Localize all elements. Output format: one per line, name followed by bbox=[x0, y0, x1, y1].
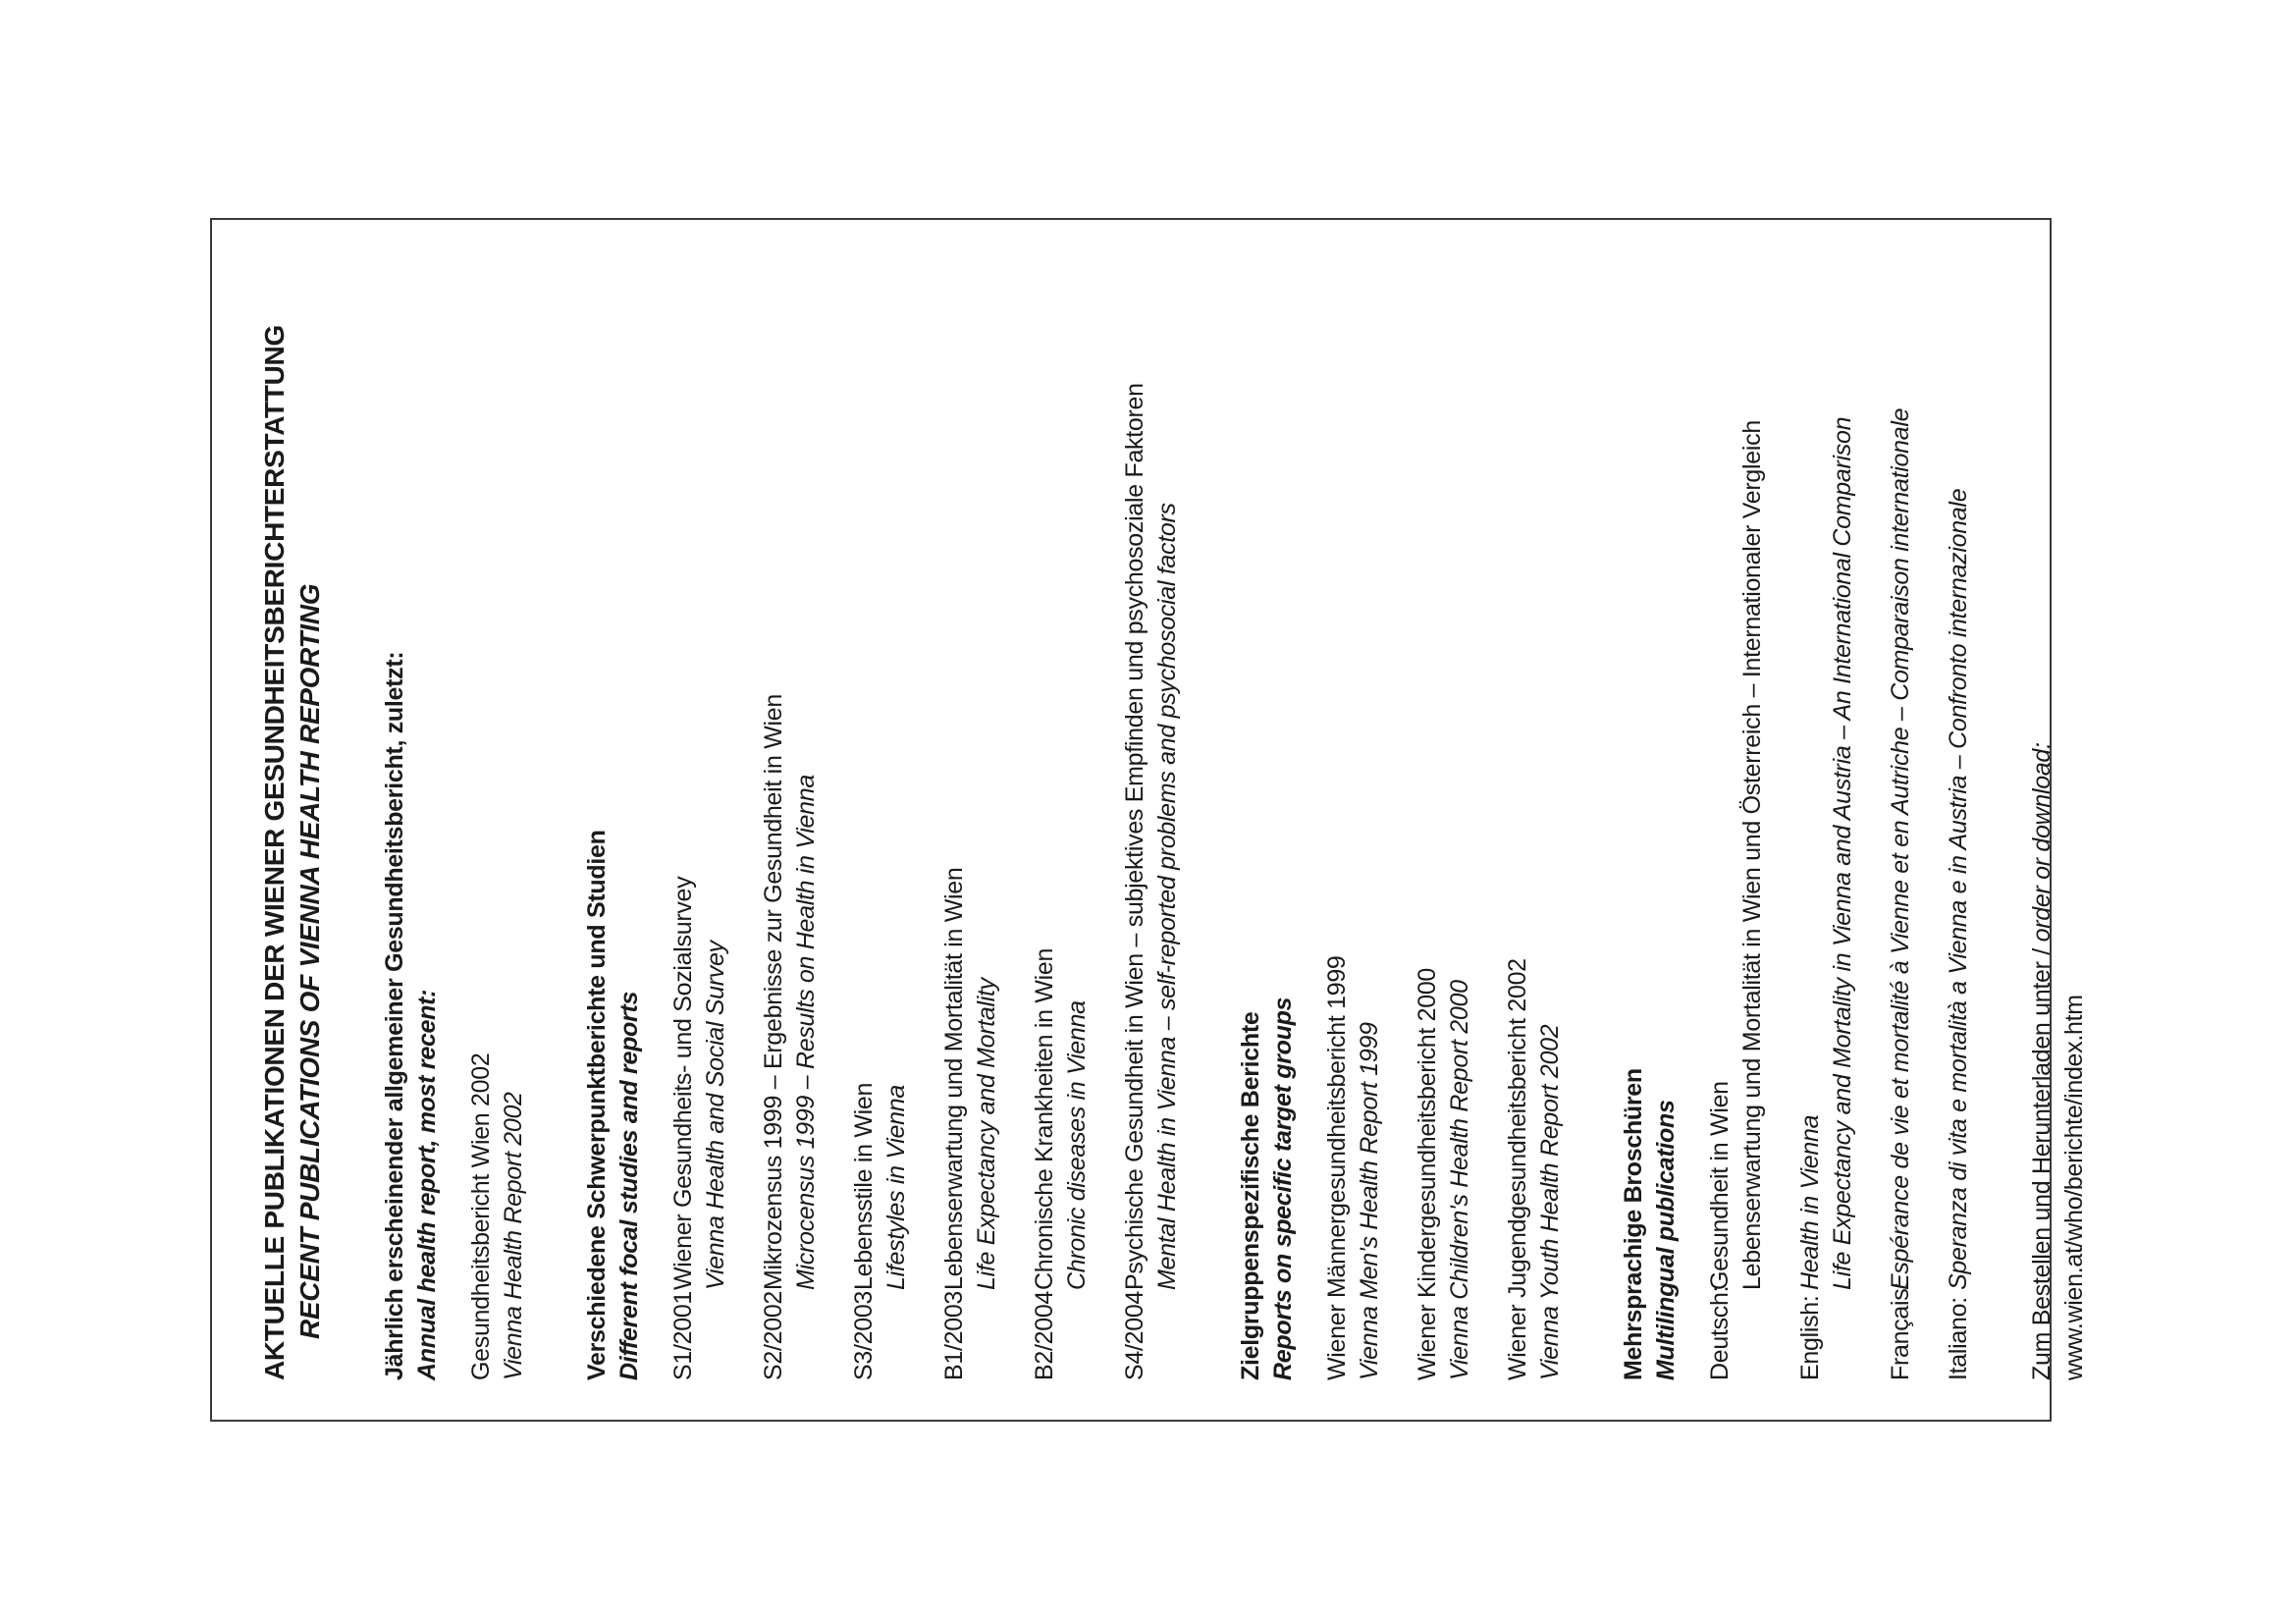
annual-item-de: Gesundheitsbericht Wien 2002 bbox=[467, 1052, 495, 1380]
brochure-title: Lebenserwartung und Mortalität in Wien und Österreich – Internationaler Vergleich bbox=[1738, 420, 1766, 1290]
order-info bbox=[2026, 259, 2091, 1380]
order-text-de: Zum Bestellen und Herunterladen unter / bbox=[2028, 942, 2056, 1380]
list-item bbox=[1502, 259, 1567, 1380]
list-item bbox=[758, 259, 823, 1380]
multilingual-heading-en: Multilingual publications bbox=[1652, 1100, 1680, 1380]
list-item bbox=[1885, 259, 1917, 1380]
report-title-en: Mental Health in Vienna – self-reported problems and psychosocial factors bbox=[1153, 503, 1181, 1290]
report-code: B1/2003 bbox=[940, 1290, 968, 1380]
report-title-en: Vienna Health and Social Survey bbox=[702, 941, 729, 1290]
list-item bbox=[1412, 259, 1476, 1380]
report-title-en: Microcensus 1999 – Results on Health in Vienna bbox=[792, 775, 820, 1290]
order-text-en: order or download: bbox=[2028, 742, 2056, 943]
list-item bbox=[1119, 259, 1184, 1380]
page-title bbox=[257, 259, 328, 1380]
report-title-de: Wiener Gesundheits- und Sozialsurvey bbox=[669, 876, 697, 1290]
annual-heading-en: Annual health report, most recent: bbox=[413, 989, 441, 1380]
title-en: RECENT PUBLICATIONS OF VIENNA HEALTH REPORTING bbox=[294, 583, 325, 1339]
multilingual-section bbox=[1618, 259, 1975, 1380]
target-section bbox=[1235, 259, 1567, 1380]
annual-item bbox=[465, 259, 530, 1380]
rotated-content bbox=[241, 259, 2088, 1398]
language-label: Deutsch: bbox=[1706, 1285, 1734, 1380]
report-code: S4/2004 bbox=[1121, 1290, 1148, 1380]
list-item bbox=[1943, 259, 1975, 1380]
report-title-de: Wiener Jugendgesundheitsbericht 2002 bbox=[1504, 958, 1531, 1380]
annual-section bbox=[379, 259, 530, 1380]
annual-item-en: Vienna Health Report 2002 bbox=[500, 1092, 527, 1380]
report-code: S2/2002 bbox=[760, 1290, 787, 1380]
focal-section bbox=[581, 259, 1184, 1380]
annual-heading-de: Jährlich erscheinender allgemeiner Gesundheitsbericht, zuletzt: bbox=[381, 651, 408, 1380]
report-code: S1/2001 bbox=[669, 1290, 697, 1380]
target-heading-de: Zielgruppenspezifische Berichte bbox=[1237, 1011, 1264, 1380]
report-title-en: Chronic diseases in Vienna bbox=[1063, 1000, 1091, 1290]
language-label: English: bbox=[1796, 1295, 1824, 1380]
multilingual-heading-de: Mehrsprachige Broschüren bbox=[1620, 1068, 1647, 1380]
download-link[interactable]: www.wien.at/who/berichte/index.htm bbox=[2060, 995, 2088, 1380]
brochure-title: Speranza di vita e mortalità a Vienna e in Austria – Confronto internazionale bbox=[1945, 488, 1972, 1290]
list-item bbox=[1029, 259, 1094, 1380]
brochure-title: Life Expectancy and Mortality in Vienna and Austria – An International Comparison bbox=[1829, 416, 1856, 1290]
report-title-en: Lifestyles in Vienna bbox=[882, 1085, 910, 1290]
publication-box bbox=[210, 218, 2088, 1422]
title-de: AKTUELLE PUBLIKATIONEN DER WIENER GESUNDHEITSBERICHTERSTATTUNG bbox=[259, 325, 290, 1380]
brochure-title: Health in Vienna bbox=[1796, 1114, 1824, 1290]
report-title-de: Psychische Gesundheit in Wien – subjektives Empfinden und psychosoziale Faktoren bbox=[1121, 383, 1148, 1290]
report-title-de: Wiener Kindergesundheitsbericht 2000 bbox=[1414, 967, 1441, 1380]
language-label: Français: bbox=[1887, 1281, 1914, 1380]
focal-heading-en: Different focal studies and reports bbox=[615, 991, 643, 1380]
report-code: B2/2004 bbox=[1031, 1290, 1058, 1380]
report-title-en: Life Expectancy and Mortality bbox=[973, 978, 1000, 1290]
list-item bbox=[848, 259, 913, 1380]
list-item bbox=[1794, 259, 1859, 1380]
report-title-en: Vienna Youth Health Report 2002 bbox=[1536, 1024, 1564, 1380]
report-title-de: Wiener Männergesundheitsbericht 1999 bbox=[1323, 955, 1351, 1380]
report-title-en: Vienna Men's Health Report 1999 bbox=[1356, 1022, 1383, 1380]
report-title-de: Chronische Krankheiten in Wien bbox=[1031, 947, 1058, 1290]
brochure-title: Espérance de vie et mortalité à Vienne et en Autriche – Comparaison internationale bbox=[1887, 407, 1914, 1290]
report-code: S3/2003 bbox=[850, 1290, 878, 1380]
report-title-de: Lebenserwartung und Mortalität in Wien bbox=[940, 867, 968, 1290]
focal-heading-de: Verschiedene Schwerpunktberichte und Studien bbox=[583, 830, 611, 1380]
report-title-en: Vienna Children's Health Report 2000 bbox=[1446, 980, 1473, 1380]
list-item bbox=[1704, 259, 1769, 1380]
report-title-de: Mikrozensus 1999 – Ergebnisse zur Gesundheit in Wien bbox=[760, 694, 787, 1290]
target-heading-en: Reports on specific target groups bbox=[1269, 997, 1297, 1380]
list-item bbox=[938, 259, 1003, 1380]
language-label: Italiano: bbox=[1945, 1297, 1972, 1380]
list-item bbox=[667, 259, 732, 1380]
brochure-title: Gesundheit in Wien bbox=[1706, 1081, 1734, 1290]
report-title-de: Lebensstile in Wien bbox=[850, 1082, 878, 1290]
list-item bbox=[1321, 259, 1386, 1380]
